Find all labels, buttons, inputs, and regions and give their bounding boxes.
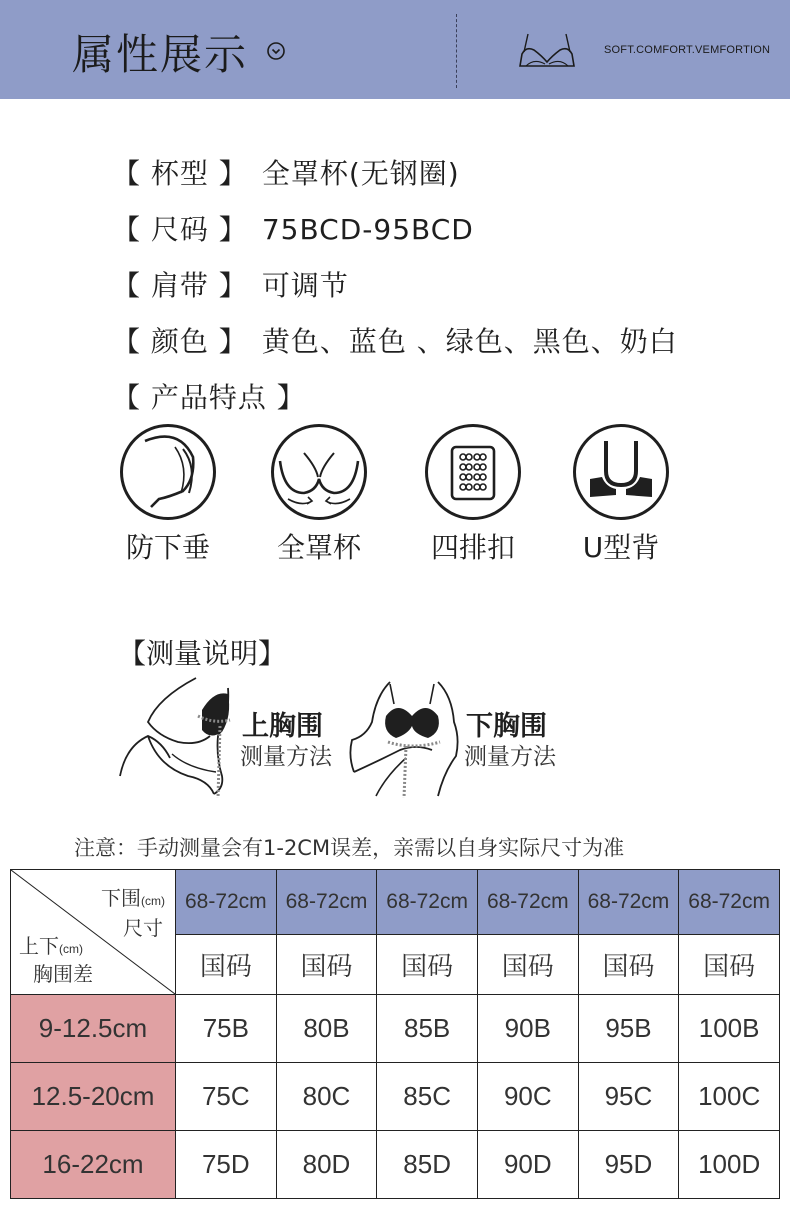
header-banner [0, 0, 790, 99]
size-cell: 95C [578, 1063, 679, 1131]
features-title: 【 产品特点 】 [112, 381, 306, 414]
attr-cup-value: 全罩杯(无钢圈) [261, 157, 460, 190]
size-cell: 100C [679, 1063, 780, 1131]
code-cell: 国码 [276, 934, 377, 994]
full-cup-icon [271, 424, 367, 520]
feature-four-row-hook [423, 424, 523, 566]
attr-color [112, 320, 678, 360]
code-cell: 国码 [377, 934, 478, 994]
corner-size-label: 尺寸 [123, 918, 163, 940]
size-cell: 75C [176, 1063, 277, 1131]
size-cell: 95B [578, 995, 679, 1063]
feature-full-cup-label: 全罩杯 [276, 531, 361, 564]
size-cell: 75D [176, 1131, 277, 1199]
header-divider [456, 14, 457, 88]
size-cell: 85C [377, 1063, 478, 1131]
size-cell: 90C [477, 1063, 578, 1131]
attr-strap-label: 【 肩带 】 [112, 269, 248, 302]
code-cell: 国码 [477, 934, 578, 994]
page-title: 属性展示 [72, 30, 249, 79]
attr-color-value: 黄色、蓝色 、绿色、黑色、奶白 [261, 325, 678, 358]
attr-cup-label: 【 杯型 】 [112, 157, 248, 190]
u-back-icon [573, 424, 669, 520]
table-corner-cell [11, 870, 176, 995]
row-label: 9-12.5cm [11, 995, 176, 1063]
table-row [11, 995, 780, 1063]
code-cell: 国码 [176, 934, 277, 994]
four-row-hook-icon [425, 424, 521, 520]
corner-diff-label: 上下 [19, 936, 59, 958]
size-cell: 90D [477, 1131, 578, 1199]
lower-bust-title: 下胸围 [466, 711, 547, 742]
attr-size-label: 【 尺码 】 [112, 213, 248, 246]
anti-sag-icon [120, 424, 216, 520]
corner-underband-label: 下围 [101, 888, 141, 910]
size-cell: 85D [377, 1131, 478, 1199]
feature-u-back [571, 424, 671, 566]
feature-anti-sag-label: 防下垂 [125, 531, 210, 564]
upper-bust-title: 上胸围 [242, 711, 323, 742]
measure-title: 【测量说明】 [118, 637, 287, 670]
chevron-down-circle-icon [266, 41, 286, 61]
size-cell: 75B [176, 995, 277, 1063]
corner-underband-unit: (cm) [141, 894, 165, 908]
code-cell: 国码 [679, 934, 780, 994]
size-cell: 100D [679, 1131, 780, 1199]
feature-four-row-hook-label: 四排扣 [430, 531, 515, 564]
upper-bust-figure [118, 676, 238, 800]
table-row [11, 1131, 780, 1199]
feature-u-back-label: U型背 [582, 531, 660, 564]
column-header: 68-72cm [578, 870, 679, 935]
size-cell: 85B [377, 995, 478, 1063]
corner-diff-unit: (cm) [59, 942, 83, 956]
table-row [11, 1063, 780, 1131]
size-cell: 90B [477, 995, 578, 1063]
upper-bust-sub: 测量方法 [240, 744, 332, 770]
corner-bust-diff-label: 胸围差 [33, 964, 93, 986]
measure-note: 注意：手动测量会有1-2CM误差，亲需以自身实际尺寸为准 [74, 836, 625, 860]
size-cell: 80D [276, 1131, 377, 1199]
size-cell: 80C [276, 1063, 377, 1131]
attr-size [112, 208, 474, 248]
attr-size-value: 75BCD-95BCD [261, 213, 474, 246]
attr-color-label: 【 颜色 】 [112, 325, 248, 358]
column-header: 68-72cm [276, 870, 377, 935]
row-label: 16-22cm [11, 1131, 176, 1199]
column-header: 68-72cm [377, 870, 478, 935]
feature-full-cup [269, 424, 369, 566]
lower-bust-figure [346, 676, 466, 800]
bra-outline-icon [518, 32, 576, 68]
code-cell: 国码 [578, 934, 679, 994]
column-header: 68-72cm [477, 870, 578, 935]
table-header-row [11, 870, 780, 935]
column-header: 68-72cm [679, 870, 780, 935]
attr-strap [112, 264, 349, 304]
row-label: 12.5-20cm [11, 1063, 176, 1131]
column-header: 68-72cm [176, 870, 277, 935]
size-chart-table [10, 869, 780, 1199]
header-slogan: SOFT.COMFORT.VEMFORTION [604, 44, 771, 56]
size-cell: 100B [679, 995, 780, 1063]
attr-cup [112, 152, 460, 192]
attr-strap-value: 可调节 [261, 269, 349, 302]
lower-bust-sub: 测量方法 [464, 744, 556, 770]
feature-anti-sag [118, 424, 218, 566]
size-cell: 80B [276, 995, 377, 1063]
size-cell: 95D [578, 1131, 679, 1199]
